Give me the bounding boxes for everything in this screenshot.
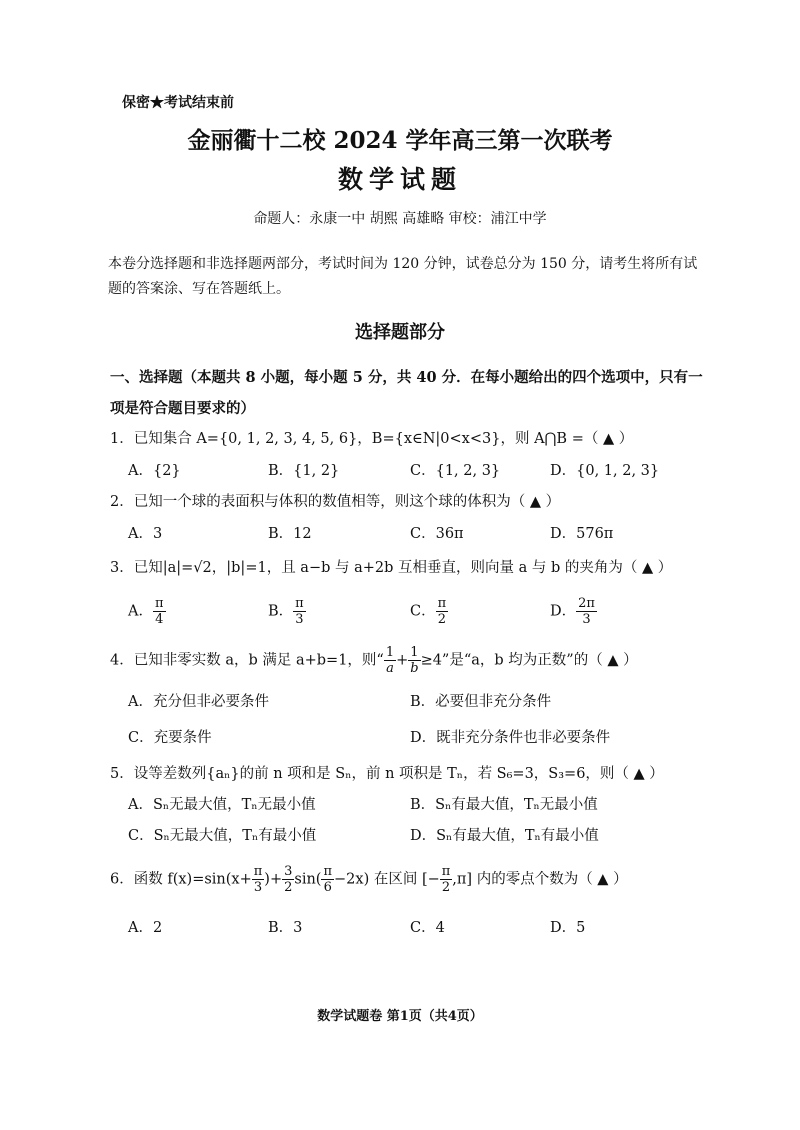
confidential-mark: 保密★考试结束前 [122, 95, 234, 111]
numerator: π [323, 864, 333, 879]
option-label: A． [128, 603, 153, 620]
denominator: 2 [441, 880, 451, 895]
question-3-option-b [268, 596, 306, 627]
denominator: 3 [253, 880, 263, 895]
numerator: 2π [578, 596, 595, 611]
numerator: π [154, 596, 164, 611]
option-label: D． [550, 603, 577, 620]
question-6-stem-prefix: 6．函数 f(x)=sin(x+ [110, 871, 252, 888]
question-4-option-a: A．充分但非必要条件 [128, 694, 269, 710]
question-3-option-a [128, 596, 166, 627]
section-title: 选择题部分 [355, 322, 445, 343]
fraction [384, 645, 396, 676]
exam-title: 金丽衢十二校 2024 学年高三第一次联考 [187, 127, 613, 154]
denominator: 4 [155, 612, 164, 627]
question-3-stem-body: |a|=√2，|b|=1，且 a−b 与 a+2b 互相垂直，则向量 a 与 b 的夹角为（ ▲ ） [162, 560, 673, 576]
numerator: 1 [385, 645, 395, 660]
question-5-option-a: A．Sₙ无最大值，Tₙ无最小值 [128, 797, 316, 813]
question-2-option-c: C．36π [410, 526, 464, 542]
fraction [408, 645, 420, 676]
denominator: a [386, 661, 394, 676]
denominator: b [410, 661, 419, 676]
denominator: 2 [284, 880, 293, 895]
fraction [436, 596, 449, 627]
authors-line: 命题人：永康一中 胡熙 高雄略 审校：浦江中学 [253, 211, 547, 227]
question-2-option-b: B．12 [268, 526, 312, 542]
fraction [440, 864, 453, 895]
fraction [321, 864, 334, 895]
question-4-stem-prefix: 4．已知非零实数 a，b 满足 a+b=1，则“ [110, 652, 384, 669]
question-6-stem [110, 864, 628, 895]
page-footer: 数学试题卷 第1页（共4页） [317, 1009, 483, 1024]
question-2-stem: 2．已知一个球的表面积与体积的数值相等，则这个球的体积为（ ▲ ） [110, 494, 561, 510]
question-6-stem-mid2: sin( [294, 871, 322, 888]
numerator: π [253, 864, 263, 879]
question-3-option-d [550, 596, 597, 627]
question-5-option-c: C．Sₙ无最大值，Tₙ有最小值 [128, 828, 317, 844]
question-4-stem [110, 645, 638, 676]
numerator: 3 [284, 864, 293, 879]
numerator: 1 [410, 645, 419, 660]
question-4-option-b: B．必要但非充分条件 [410, 694, 552, 710]
question-6-stem-suffix: ,π] 内的零点个数为（ ▲ ） [452, 871, 628, 888]
question-1-option-b: B．{1, 2} [268, 463, 340, 479]
question-6-option-c: C．4 [410, 920, 445, 936]
denominator: 3 [295, 612, 304, 627]
part1-heading-line1: 一、选择题（本题共 8 小题，每小题 5 分，共 40 分．在每小题给出的四个选项中，只有一 [110, 369, 703, 386]
question-3-option-c [410, 596, 448, 627]
numerator: π [295, 596, 304, 611]
numerator: π [437, 596, 447, 611]
instructions: 本卷分选择题和非选择题两部分，考试时间为 120 分钟，试卷总分为 150 分，请考生将所有试题的答案涂、写在答题纸上。 [108, 256, 698, 297]
question-6-stem-mid3: −2x) 在区间 [− [334, 871, 440, 888]
denominator: 3 [582, 612, 591, 627]
fraction [293, 596, 306, 627]
denominator: 2 [437, 612, 447, 627]
question-5-stem: 5．设等差数列{aₙ}的前 n 项和是 Sₙ，前 n 项积是 Tₙ，若 S₆=3，S₃=6，则（ ▲ ） [110, 766, 664, 782]
question-2-option-a: A．3 [128, 526, 163, 542]
fraction [153, 596, 166, 627]
fraction [282, 864, 294, 895]
question-1-option-d: D．{0, 1, 2, 3} [550, 463, 660, 479]
question-5-option-b: B．Sₙ有最大值，Tₙ无最小值 [410, 797, 598, 813]
part1-heading-line2: 项是符合题目要求的） [110, 400, 255, 417]
question-2-option-d: D．576π [550, 526, 614, 542]
question-6-option-b: B．3 [268, 920, 303, 936]
question-1-stem: 1．已知集合 A={0, 1, 2, 3, 4, 5, 6}，B={x∈N|0<x<3}，则 A⋂B =（ ▲ ） [110, 431, 634, 447]
question-6-stem-mid: )+ [264, 871, 283, 888]
question-3-stem [110, 556, 672, 577]
question-6-option-d: D．5 [550, 920, 586, 936]
question-5-option-d: D．Sₙ有最大值，Tₙ有最小值 [410, 828, 599, 844]
question-4-stem-suffix: ≥4”是“a，b 均为正数”的（ ▲ ） [420, 652, 638, 669]
fraction [576, 596, 597, 627]
question-4-option-d: D．既非充分条件也非必要条件 [410, 730, 611, 746]
plus-sign: + [396, 652, 409, 669]
question-6-option-a: A．2 [128, 920, 163, 936]
subject-title: 数学试题 [337, 165, 462, 194]
denominator: 6 [323, 880, 332, 895]
question-3-stem-prefix: 3．已知 [110, 560, 163, 576]
question-1-option-a: A．{2} [128, 463, 181, 479]
option-label: B． [268, 603, 294, 620]
numerator: π [441, 864, 451, 879]
option-label: C． [410, 603, 436, 620]
fraction [252, 864, 265, 895]
question-4-option-c: C．充要条件 [128, 730, 212, 746]
question-1-option-c: C．{1, 2, 3} [410, 463, 501, 479]
